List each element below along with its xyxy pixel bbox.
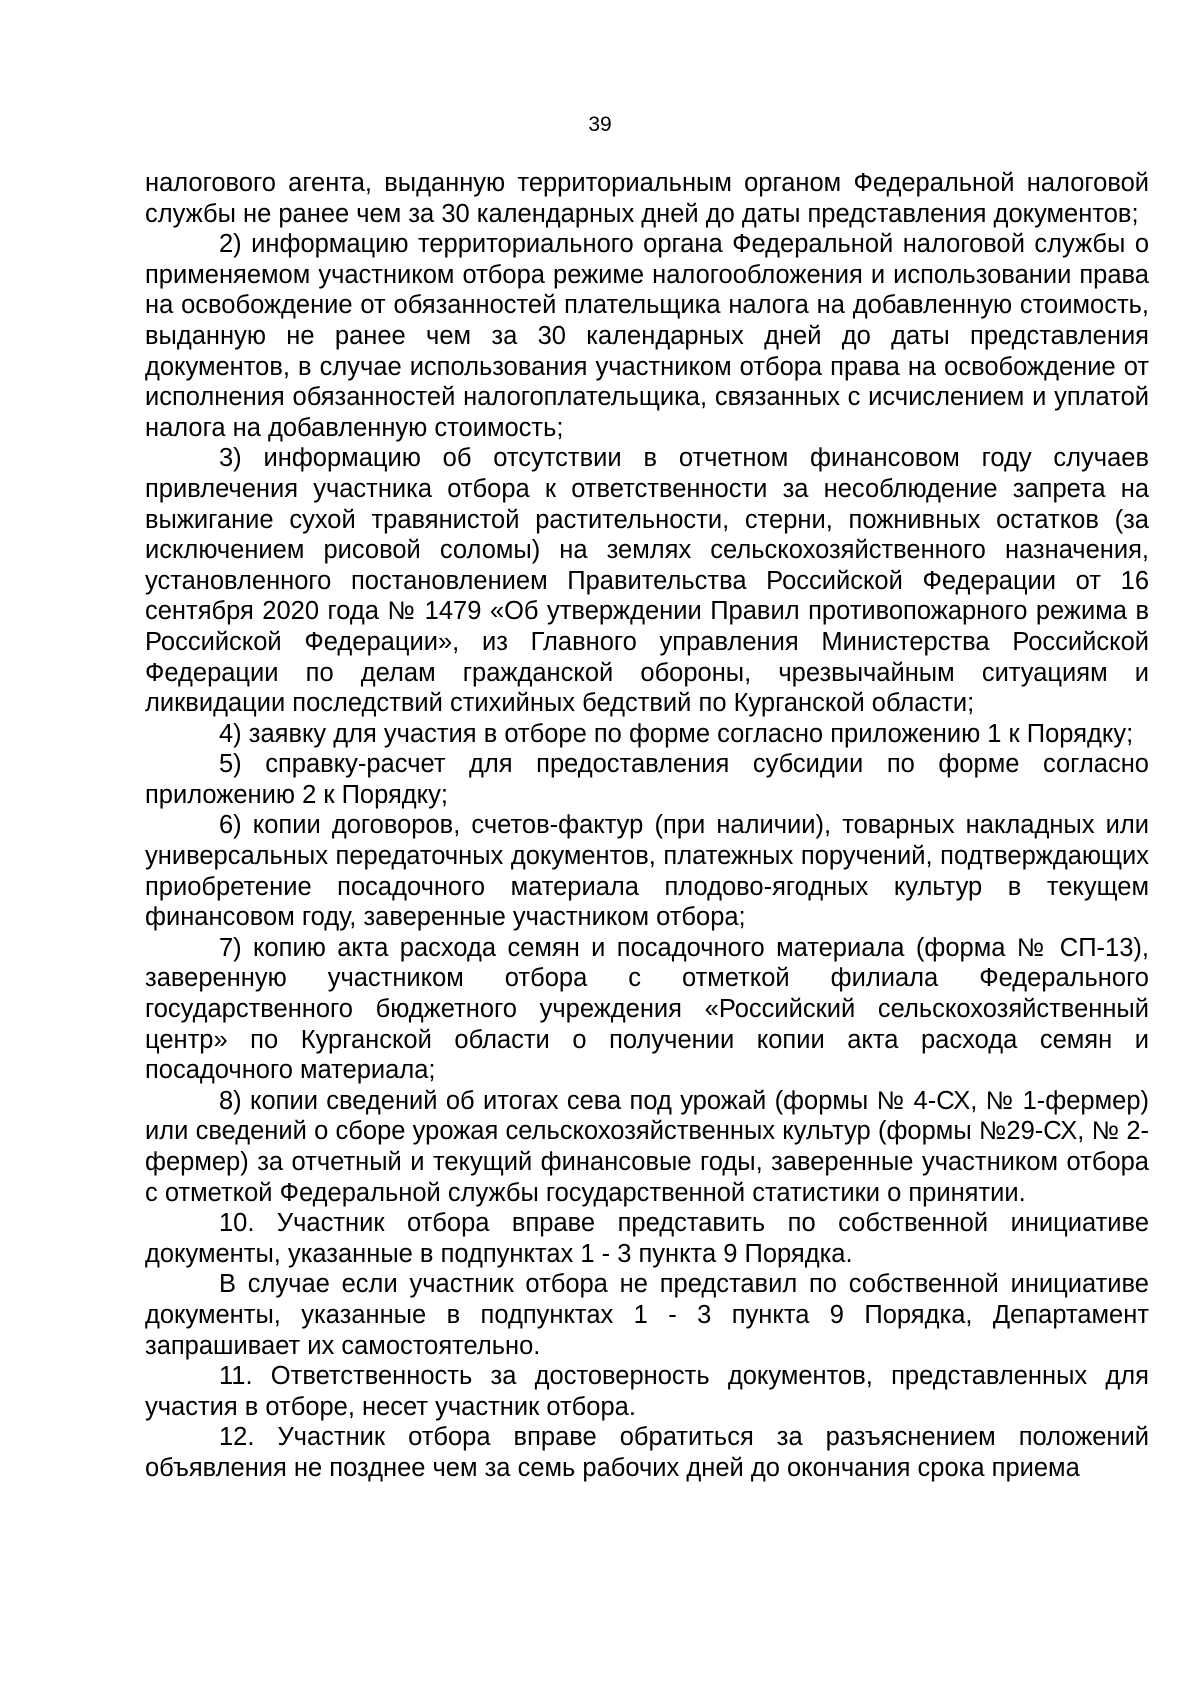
paragraph-item-8: 8) копии сведений об итогах сева под урожай (формы № 4-СХ, № 1-фермер) или сведений о сборе урожая сельскохозяйственных культур (формы №29-СХ, № 2-фермер) за отчетный и текущий финансовые годы, заверенные участником отбора с отметкой Федеральной службы государственной статистики о принятии. <box>145 1086 1149 1207</box>
paragraph-clause-11: 11. Ответственность за достоверность документов, представленных для участия в отборе, несет участник отбора. <box>145 1362 1149 1421</box>
paragraph-item-6: 6) копии договоров, счетов-фактур (при наличии), товарных накладных или универсальных передаточных документов, платежных поручений, подтверждающих приобретение посадочного материала плодово-ягодных культур в текущем финансовом году, заверенные участником отбора; <box>145 811 1149 932</box>
paragraph-item-3: 3) информацию об отсутствии в отчетном финансовом году случаев привлечения участника отбора к ответственности за несоблюдение запрета на выжигание сухой травянистой растительности, стерни, пожнивных остатков (за исключением рисовой соломы) на землях сельскохозяйственного назначения, установленного постановлением Правительства Российской Федерации от 16 сентября 2020 года № 1479 «Об утверждении Правил противопожарного режима в Российской Федерации», из Главного управления Министерства Российской Федерации по делам гражданской обороны, чрезвычайным ситуациям и ликвидации последствий стихийных бедствий по Курганской области; <box>145 444 1149 718</box>
document-body <box>145 168 1149 1484</box>
paragraph-clause-10: 10. Участник отбора вправе представить по собственной инициативе документы, указанные в подпунктах 1 - 3 пункта 9 Порядка. <box>145 1209 1149 1268</box>
paragraph-clause-10-note: В случае если участник отбора не представил по собственной инициативе документы, указанные в подпунктах 1 - 3 пункта 9 Порядка, Департамент запрашивает их самостоятельно. <box>145 1270 1149 1360</box>
paragraph-item-2: 2) информацию территориального органа Федеральной налоговой службы о применяемом участником отбора режиме налогообложения и использовании права на освобождение от обязанностей плательщика налога на добавленную стоимость, выданную не ранее чем за 30 календарных дней до даты представления документов, в случае использования участником отбора права на освобождение от исполнения обязанностей налогоплательщика, связанных с исчислением и уплатой налога на добавленную стоимость; <box>145 230 1149 442</box>
paragraph-clause-12: 12. Участник отбора вправе обратиться за разъяснением положений объявления не позднее чем за семь рабочих дней до окончания срока приема <box>145 1423 1149 1482</box>
paragraph-item-5: 5) справку-расчет для предоставления субсидии по форме согласно приложению 2 к Порядку; <box>145 750 1149 809</box>
page-number: 39 <box>588 113 612 136</box>
paragraph-item-7: 7) копию акта расхода семян и посадочного материала (форма № СП-13), заверенную участником отбора с отметкой филиала Федерального государственного бюджетного учреждения «Российский сельскохозяйственный центр» по Курганской области о получении копии акта расхода семян и посадочного материала; <box>145 933 1149 1085</box>
paragraph-continuation: налогового агента, выданную территориальным органом Федеральной налоговой службы не ранее чем за 30 календарных дней до даты представления документов; <box>145 169 1149 228</box>
paragraph-item-4: 4) заявку для участия в отборе по форме согласно приложению 1 к Порядку; <box>219 719 1134 748</box>
